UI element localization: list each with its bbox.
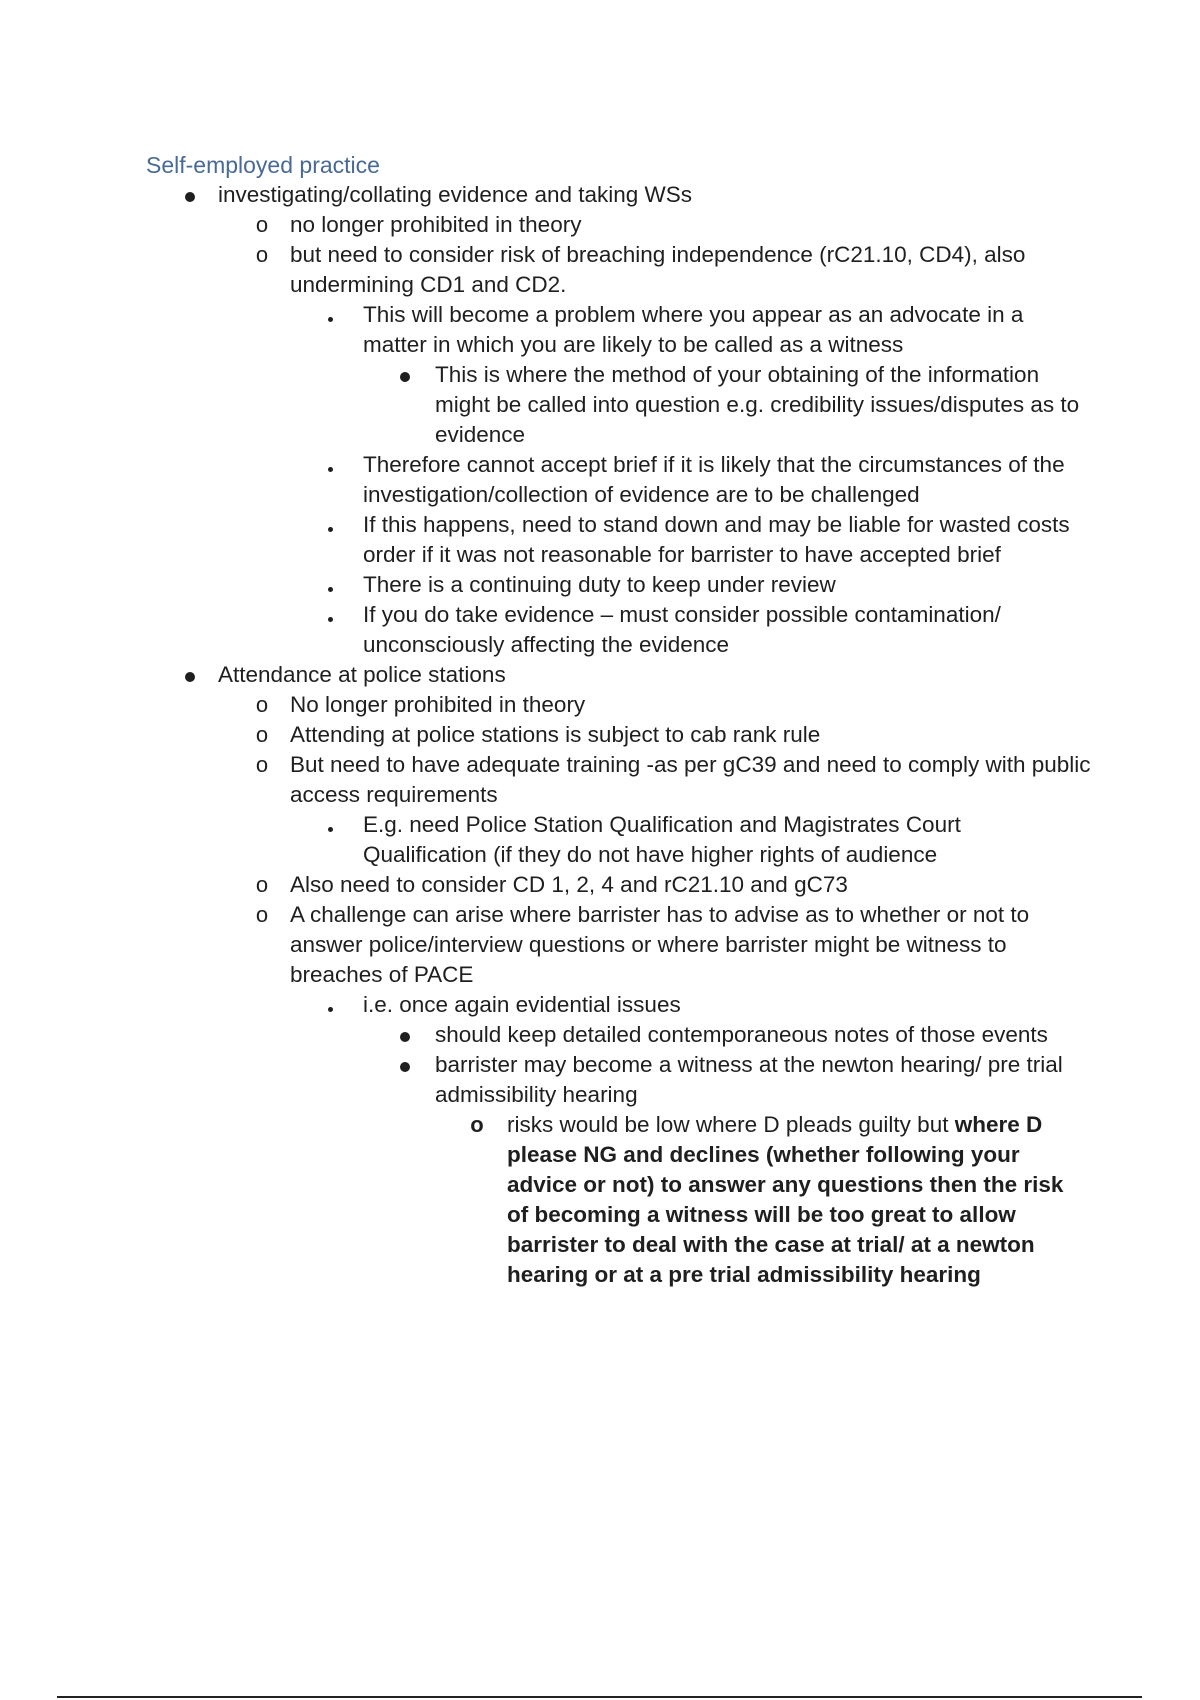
list-item — [0, 870, 1100, 900]
bullet-icon — [395, 1050, 415, 1080]
list-item — [0, 990, 1085, 1020]
bullet-icon — [180, 660, 200, 690]
notes-list — [0, 180, 1200, 1290]
list-item — [0, 660, 1098, 690]
section-heading: Self-employed practice — [146, 152, 380, 178]
small-bullet-icon — [320, 510, 340, 540]
list-item — [0, 180, 1098, 210]
list-item-text: A challenge can arise where barrister has to advise as to whether or not to answer police/interview questions or where barrister might be witness to breaches of PACE — [290, 902, 1030, 987]
circle-bullet-icon: o — [255, 752, 269, 777]
circle-bullet-icon: o — [255, 902, 269, 927]
list-item-text: but need to consider risk of breaching independence (rC21.10, CD4), also undermining CD1 and CD2. — [290, 242, 1026, 297]
circle-bullet-icon: o — [255, 872, 269, 897]
list-item — [0, 600, 1085, 660]
list-item-text: This is where the method of your obtaining of the information might be called into question e.g. credibility issues/disputes as to evidence — [435, 362, 1080, 447]
list-item-text: investigating/collating evidence and taking WSs — [218, 182, 693, 207]
list-item-text: If you do take evidence – must consider possible contamination/ unconsciously affecting the evidence — [363, 602, 1001, 657]
bullet-icon — [395, 360, 415, 390]
plain-text-segment: risks would be low where D pleads guilty but — [507, 1112, 955, 1137]
list-item-text — [507, 1110, 1087, 1290]
list-item-text: No longer prohibited in theory — [290, 692, 586, 717]
list-item — [0, 750, 1100, 810]
circle-bullet-icon: o — [255, 722, 269, 747]
small-bullet-icon — [320, 810, 340, 840]
list-item — [0, 900, 1100, 990]
small-bullet-icon — [320, 600, 340, 630]
list-item — [0, 690, 1100, 720]
list-item — [0, 1110, 1087, 1290]
list-item-text: But need to have adequate training -as per gC39 and need to comply with public access requirements — [290, 752, 1091, 807]
list-item-text: barrister may become a witness at the newton hearing/ pre trial admissibility hearing — [435, 1052, 1063, 1107]
list-item — [0, 510, 1085, 570]
list-item-text: This will become a problem where you appear as an advocate in a matter in which you are likely to be called as a witness — [363, 302, 1024, 357]
list-item — [0, 1020, 1090, 1050]
circle-bullet-icon: o — [470, 1112, 484, 1137]
list-item — [0, 810, 1085, 870]
bold-text-segment: where D please NG and declines (whether following your advice or not) to answer any questions then the risk of becoming a witness will be too great to allow barrister to deal with the case at trial/ at a newton hearing or at a pre trial admissibility hearing — [507, 1112, 1064, 1287]
list-item — [0, 1050, 1090, 1110]
list-item — [0, 360, 1090, 450]
list-item-text: Attendance at police stations — [218, 662, 506, 687]
small-bullet-icon — [320, 990, 340, 1020]
list-item-text: Also need to consider CD 1, 2, 4 and rC21.10 and gC73 — [290, 872, 848, 897]
list-item — [0, 210, 1100, 240]
circle-bullet-icon: o — [255, 212, 269, 237]
list-item — [0, 240, 1100, 300]
small-bullet-icon — [320, 570, 340, 600]
list-item — [0, 300, 1085, 360]
list-item-text: Therefore cannot accept brief if it is likely that the circumstances of the investigation/collection of evidence are to be challenged — [363, 452, 1065, 507]
small-bullet-icon — [320, 450, 340, 480]
circle-bullet-icon: o — [255, 242, 269, 267]
footer-divider — [57, 1696, 1142, 1698]
list-item-text: i.e. once again evidential issues — [363, 992, 681, 1017]
list-item-text: If this happens, need to stand down and may be liable for wasted costs order if it was not reasonable for barrister to have accepted brief — [363, 512, 1070, 567]
list-item — [0, 450, 1085, 510]
list-item-text: E.g. need Police Station Qualification and Magistrates Court Qualification (if they do not have higher rights of audience — [363, 812, 961, 867]
list-item-text: no longer prohibited in theory — [290, 212, 582, 237]
bullet-icon — [395, 1020, 415, 1050]
small-bullet-icon — [320, 300, 340, 330]
list-item-text: should keep detailed contemporaneous notes of those events — [435, 1022, 1048, 1047]
circle-bullet-icon: o — [255, 692, 269, 717]
list-item — [0, 720, 1100, 750]
list-item-text: There is a continuing duty to keep under review — [363, 572, 836, 597]
bullet-icon — [180, 180, 200, 210]
list-item — [0, 570, 1085, 600]
list-item-text: Attending at police stations is subject to cab rank rule — [290, 722, 821, 747]
